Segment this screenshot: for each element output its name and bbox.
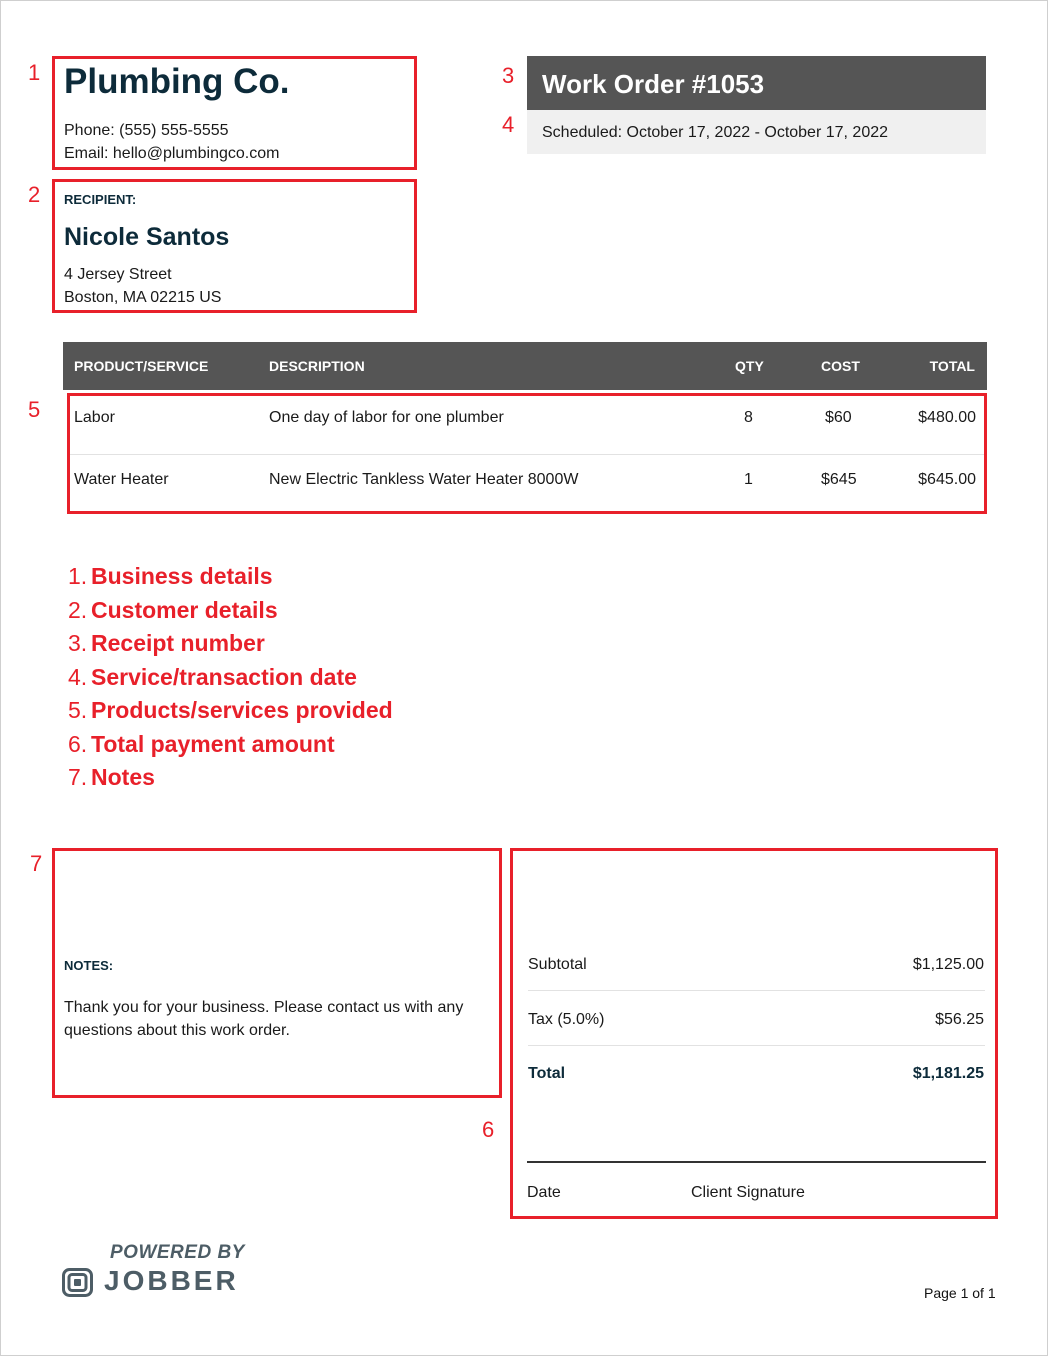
notes-label: NOTES:	[64, 958, 114, 973]
legend-item	[68, 697, 393, 731]
scheduled-date: Scheduled: October 17, 2022 - October 17, 2022	[542, 124, 889, 141]
subtotal-row	[528, 956, 984, 1010]
callout-number: 5	[28, 397, 41, 422]
subtotal-label: Subtotal	[528, 956, 587, 973]
business-name: Plumbing Co.	[64, 62, 290, 101]
row-total: $480.00	[918, 409, 976, 426]
legend-index: 6.	[68, 730, 88, 757]
summary-divider	[528, 990, 985, 991]
total-row	[528, 1065, 984, 1119]
row-cost: $645	[821, 471, 857, 488]
callout-number: 3	[502, 63, 515, 88]
legend-text: Notes	[91, 764, 155, 790]
row-qty: 8	[744, 409, 753, 426]
schedule-bar	[527, 110, 986, 154]
callout-number: 6	[482, 1117, 495, 1142]
notes-text: Thank you for your business. Please contact us with any questions about this work order.	[64, 999, 464, 1039]
tax-value: $56.25	[935, 1011, 984, 1028]
legend-item	[68, 597, 393, 631]
callout-number: 4	[502, 112, 515, 137]
row-cost: $60	[825, 409, 852, 426]
recipient-label: RECIPIENT:	[64, 192, 137, 207]
legend-index: 7.	[68, 764, 88, 790]
legend-text: Receipt number	[91, 630, 265, 656]
legend-item	[68, 764, 393, 798]
row-description: One day of labor for one plumber	[269, 409, 504, 426]
column-header-cost: COST	[821, 358, 860, 374]
recipient-name: Nicole Santos	[64, 223, 230, 251]
subtotal-value: $1,125.00	[912, 956, 984, 973]
callout-number: 7	[30, 851, 43, 876]
legend-item	[68, 664, 393, 698]
signature-line	[527, 1161, 986, 1163]
recipient-city: Boston, MA 02215 US	[64, 289, 222, 306]
legend-list	[68, 563, 393, 798]
tax-row	[528, 1011, 984, 1065]
row-product: Water Heater	[74, 471, 169, 488]
powered-by-label: POWERED BY	[110, 1242, 245, 1263]
client-signature-label: Client Signature	[691, 1184, 805, 1201]
summary-divider	[528, 1045, 985, 1046]
row-description: New Electric Tankless Water Heater 8000W	[269, 471, 579, 488]
legend-text: Business details	[91, 563, 273, 589]
work-order-header	[527, 56, 986, 110]
legend-text: Customer details	[91, 596, 278, 623]
page-number: Page 1 of 1	[924, 1285, 996, 1301]
callout-number: 1	[28, 60, 41, 85]
total-label: Total	[528, 1065, 566, 1082]
signature-date-label: Date	[527, 1184, 561, 1201]
legend-index: 3.	[68, 630, 88, 656]
legend-item	[68, 630, 393, 664]
highlight-box-notes	[52, 848, 502, 1098]
column-header-qty: QTY	[735, 358, 764, 374]
business-email: Email: hello@plumbingco.com	[64, 145, 280, 162]
table-header	[63, 342, 987, 390]
table-row	[70, 394, 984, 454]
tax-label: Tax (5.0%)	[528, 1011, 605, 1028]
jobber-logo-icon	[62, 1268, 96, 1298]
column-header-description: DESCRIPTION	[269, 358, 365, 374]
legend-item	[68, 731, 393, 765]
row-total: $645.00	[918, 471, 976, 488]
legend-index: 2.	[68, 596, 88, 623]
business-phone: Phone: (555) 555-5555	[64, 122, 229, 139]
legend-text: Service/transaction date	[91, 663, 357, 690]
legend-item	[68, 563, 393, 597]
recipient-street: 4 Jersey Street	[64, 266, 172, 283]
legend-index: 1.	[68, 563, 88, 589]
column-header-total: TOTAL	[929, 358, 975, 374]
legend-index: 5.	[68, 697, 88, 723]
total-value: $1,181.25	[912, 1065, 984, 1082]
column-header-product: PRODUCT/SERVICE	[74, 358, 209, 374]
work-order-number: Work Order #1053	[542, 69, 765, 99]
jobber-brand: JOBBER	[104, 1265, 239, 1296]
row-qty: 1	[744, 471, 753, 488]
table-row	[70, 456, 984, 516]
row-product: Labor	[74, 409, 115, 426]
row-divider	[70, 454, 984, 455]
legend-index: 4.	[68, 663, 88, 690]
legend-text: Products/services provided	[91, 697, 393, 723]
legend-text: Total payment amount	[91, 730, 335, 757]
callout-number: 2	[28, 182, 41, 207]
